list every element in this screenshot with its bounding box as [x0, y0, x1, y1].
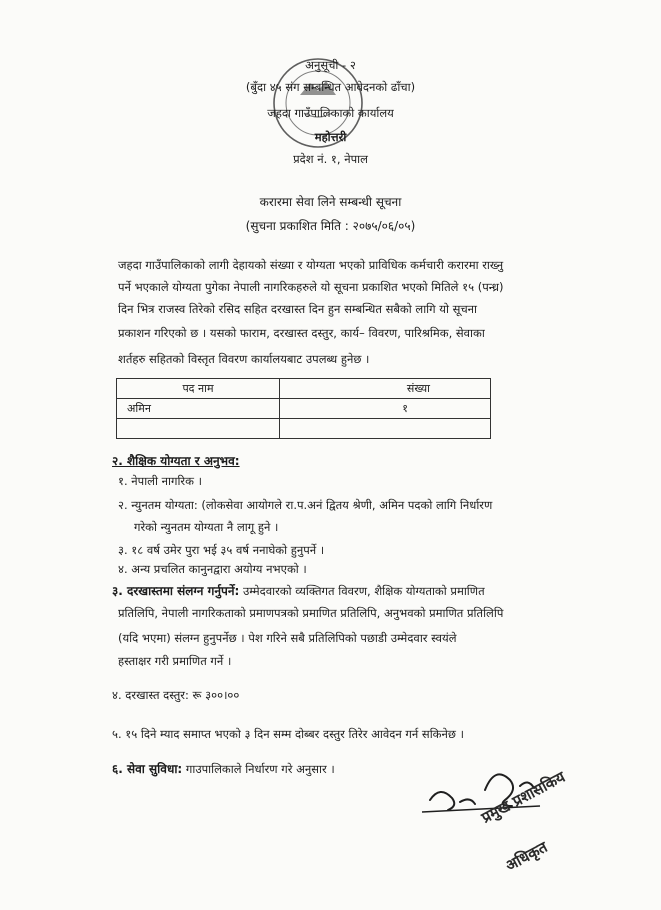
notice-title: करारमा सेवा लिने सम्बन्धी सूचना — [259, 195, 402, 209]
table-header-row — [117, 379, 491, 399]
qualification-item-3: ३. १८ वर्ष उमेर पुरा भई ३५ वर्ष ननाघेको हुनुपर्ने । — [118, 543, 325, 557]
section-3-heading: ३. दरखास्तमा संलग्न गर्नुपर्ने: — [112, 584, 240, 598]
qualification-item-2: २. न्युनतम योग्यता: (लोकसेवा आयोगले रा.प.अनं द्वितय श्रेणी, अमिन पदको लागि निर्धारण — [118, 498, 493, 512]
intro-line-3: दिन भित्र राजस्व तिरेको रसिद सहित दरखास्त दिन हुन सम्बन्धित सबैको लागि यो सूचना — [118, 302, 478, 316]
col-post-header: पद नाम — [117, 379, 280, 399]
intro-line-4: प्रकाशन गरिएको छ । यसको फाराम, दरखास्त दस्तुर, कार्य– विवरण, पारिश्रमिक, सेवाका — [118, 326, 485, 340]
section-6-line — [112, 760, 335, 777]
notice-publish-date: (सुचना प्रकाशित मिति : २०७५/०६/०५) — [245, 219, 416, 233]
table-row — [117, 399, 491, 419]
annex-label: अनुसूची - २ — [305, 58, 356, 72]
intro-line-5: शर्तहरु सहितको विस्तृत विवरण कार्यालयबाट उपलब्ध हुनेछ । — [118, 352, 370, 366]
section-3-line-4: हस्ताक्षर गरी प्रमाणित गर्ने । — [118, 654, 232, 668]
post-cell: अमिन — [117, 399, 280, 419]
section-6-heading: ६. सेवा सुविधा: — [112, 762, 183, 776]
section-3-line-3: (यदि भएमा) संलग्न हुनुपर्नेछ । पेश गरिने सबै प्रतिलिपिको पछाडी उम्मेदवार स्वयंले — [118, 631, 457, 645]
intro-line-2: पर्ने भएकाले योग्यता पुगेका नेपाली नागरिकहरुले यो सूचना प्रकाशित भएको मितिले १५ (पन्ध्र) — [118, 280, 504, 294]
district-name: महोत्तरी — [314, 130, 347, 144]
section-3-line-1 — [112, 582, 485, 599]
province-line: प्रदेश नं. १, नेपाल — [293, 152, 368, 166]
section-2-heading: २. शैक्षिक योग्यता र अनुभव: — [112, 454, 240, 468]
section-5-late-fee: ५. १५ दिने म्याद समाप्त भएको ३ दिन सम्म दोब्बर दस्तुर तिरेर आवेदन गर्न सकिनेछ । — [112, 727, 464, 741]
section-6-text: गाउपालिकाले निर्धारण गरे अनुसार । — [185, 762, 335, 776]
qualification-item-4: ४. अन्य प्रचलित कानुनद्वारा अयोग्य नभएको । — [118, 562, 307, 576]
qualification-item-2-cont: गरेको न्युनतम योग्यता नै लागू हुने । — [134, 520, 279, 534]
posts-table — [116, 378, 491, 439]
section-3-text-1: उम्मेदवारको व्यक्तिगत विवरण, शैक्षिक योग्यताको प्रमाणित — [242, 584, 485, 598]
section-4-fee: ४. दरखास्त दस्तुर: रू ३००।०० — [112, 688, 240, 702]
qualification-item-1: १. नेपाली नागरिक । — [118, 474, 202, 488]
annex-subtitle: (बुँदा ४५ संग सम्बन्धित आवेदनको ढाँचा) — [245, 80, 416, 94]
signatory-title-1: प्रमुख प्रशासकिय — [478, 767, 569, 827]
intro-line-1: जहदा गाउँपालिकाको लागी देहायको संख्या र योग्यता भएको प्राविधिक कर्मचारी करारमा राख्नु — [118, 258, 504, 272]
office-name: जहदा गाउँपालिकाको कार्यालय — [267, 106, 394, 120]
count-cell — [280, 419, 491, 439]
post-cell — [117, 419, 280, 439]
count-cell: १ — [280, 399, 491, 419]
signatory-title-2: अधिकृत — [502, 837, 551, 875]
col-count-header: संख्या — [280, 379, 491, 399]
section-3-line-2: प्रतिलिपि, नेपाली नागरिकताको प्रमाणपत्रको प्रमाणित प्रतिलिपि, अनुभवको प्रमाणित प्रतिलिपि — [118, 606, 504, 620]
table-row — [117, 419, 491, 439]
